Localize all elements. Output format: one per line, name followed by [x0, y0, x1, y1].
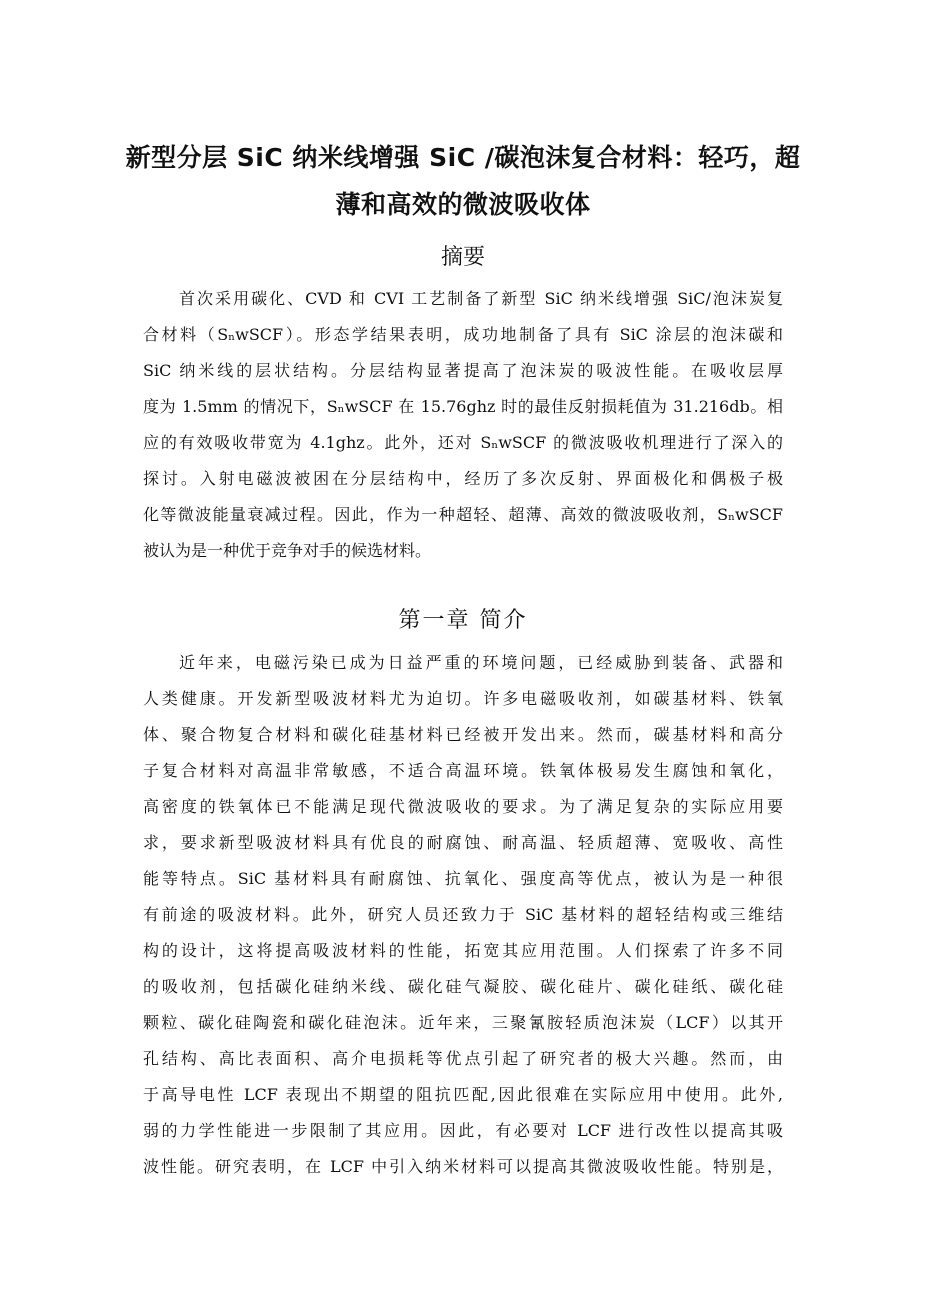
chapter-line: 体、聚合物复合材料和碳化硅基材料已经被开发出来。然而，碳基材料和高分	[143, 725, 783, 744]
abstract-line: 探讨。入射电磁波被困在分层结构中，经历了多次反射、界面极化和偶极子极	[143, 469, 783, 488]
chapter-line: 子复合材料对高温非常敏感，不适合高温环境。铁氧体极易发生腐蚀和氧化，	[143, 761, 783, 780]
paper-title-line-2: 薄和高效的微波吸收体	[335, 190, 591, 219]
abstract-line: 化等微波能量衰减过程。因此，作为一种超轻、超薄、高效的微波吸收剂，SₙwSCF	[143, 505, 783, 524]
chapter-line: 能等特点。SiC 基材料具有耐腐蚀、抗氧化、强度高等优点，被认为是一种很	[143, 869, 783, 888]
abstract-line: 首次采用碳化、CVD 和 CVI 工艺制备了新型 SiC 纳米线增强 SiC/泡沫炭复	[179, 289, 783, 308]
chapter-heading: 第一章 简介	[398, 608, 528, 633]
abstract-line: 合材料（SₙwSCF）。形态学结果表明，成功地制备了具有 SiC 涂层的泡沫碳和	[143, 325, 783, 344]
chapter-line: 于高导电性 LCF 表现出不期望的阻抗匹配,因此很难在实际应用中使用。此外,	[143, 1085, 783, 1104]
abstract-heading: 摘要	[440, 245, 485, 270]
paper-title-line-1: 新型分层 SiC 纳米线增强 SiC /碳泡沫复合材料：轻巧，超	[125, 143, 801, 172]
abstract-line: SiC 纳米线的层状结构。分层结构显著提高了泡沫炭的吸波性能。在吸收层厚	[143, 361, 783, 380]
chapter-line: 颗粒、碳化硅陶瓷和碳化硅泡沫。近年来，三聚氰胺轻质泡沫炭（LCF）以其开	[143, 1013, 783, 1032]
chapter-line: 人类健康。开发新型吸波材料尤为迫切。许多电磁吸收剂，如碳基材料、铁氧	[143, 689, 783, 708]
chapter-line: 的吸收剂，包括碳化硅纳米线、碳化硅气凝胶、碳化硅片、碳化硅纸、碳化硅	[143, 977, 783, 996]
chapter-line: 弱的力学性能进一步限制了其应用。因此，有必要对 LCF 进行改性以提高其吸	[143, 1121, 783, 1140]
chapter-line: 构的设计，这将提高吸波材料的性能，拓宽其应用范围。人们探索了许多不同	[143, 941, 783, 960]
abstract-line: 被认为是一种优于竞争对手的候选材料。	[143, 541, 432, 560]
abstract-line: 度为 1.5mm 的情况下，SₙwSCF 在 15.76ghz 时的最佳反射损耗值为 31.216db。相	[143, 397, 783, 416]
chapter-line: 高密度的铁氧体已不能满足现代微波吸收的要求。为了满足复杂的实际应用要	[143, 797, 783, 816]
abstract-line: 应的有效吸收带宽为 4.1ghz。此外，还对 SₙwSCF 的微波吸收机理进行了深入的	[143, 433, 783, 452]
chapter-line: 近年来，电磁污染已成为日益严重的环境问题，已经威胁到装备、武器和	[179, 653, 783, 672]
chapter-line: 有前途的吸波材料。此外，研究人员还致力于 SiC 基材料的超轻结构或三维结	[143, 905, 783, 924]
chapter-line: 波性能。研究表明，在 LCF 中引入纳米材料可以提高其微波吸收性能。特别是，	[143, 1157, 783, 1176]
chapter-line: 孔结构、高比表面积、高介电损耗等优点引起了研究者的极大兴趣。然而，由	[143, 1049, 783, 1068]
chapter-line: 求，要求新型吸波材料具有优良的耐腐蚀、耐高温、轻质超薄、宽吸收、高性	[143, 833, 783, 852]
